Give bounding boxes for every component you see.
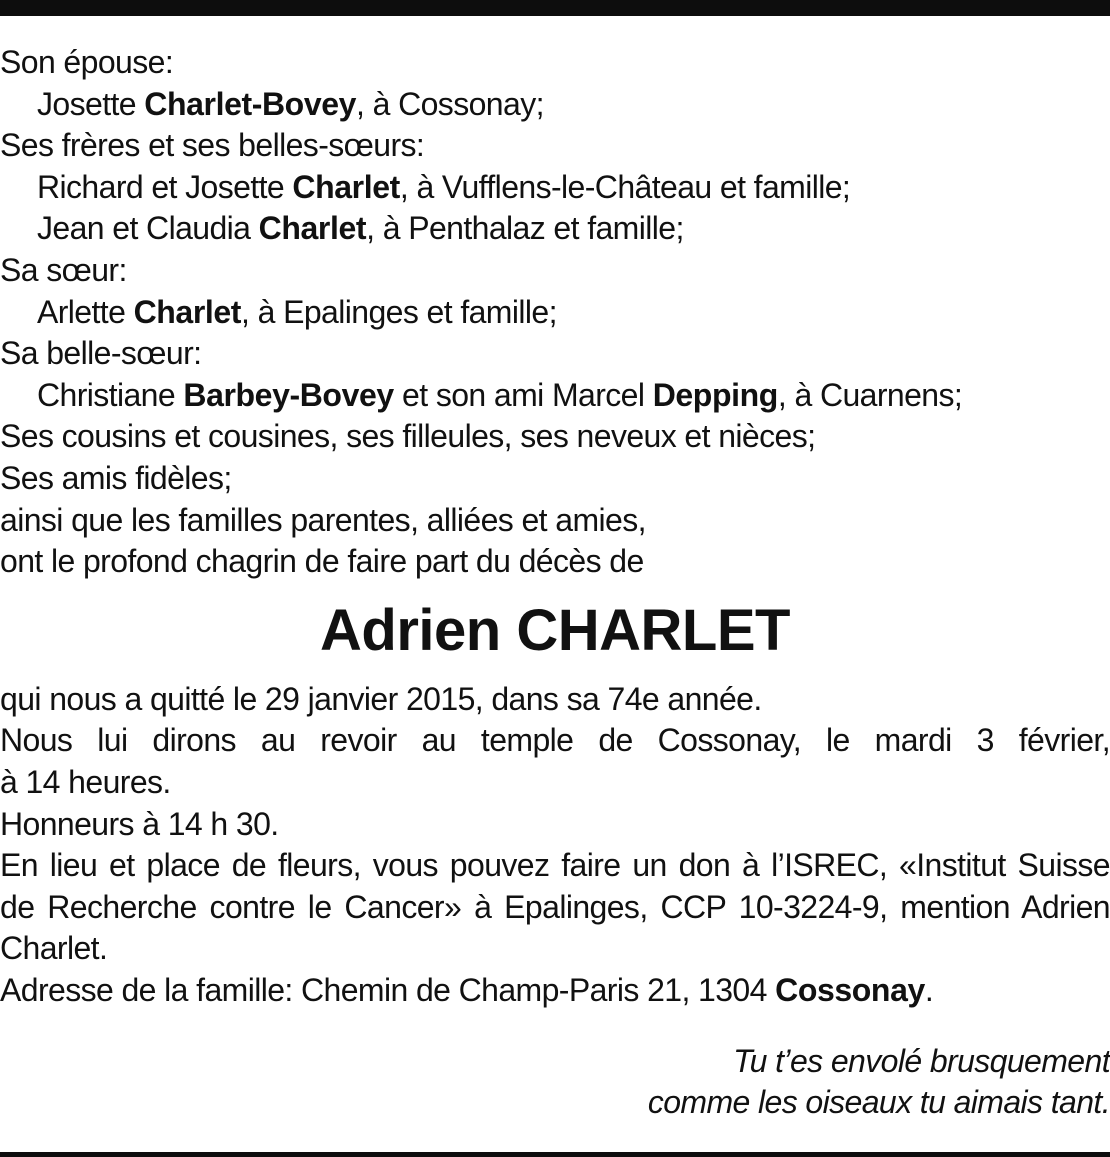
announcement-line: ont le profond chagrin de faire part du décès de — [0, 543, 644, 580]
sisterinlaw-first-name: Christiane — [37, 376, 184, 413]
sisterinlaw-location: , à Cuarnens; — [777, 376, 963, 413]
sister-heading: Sa sœur: — [0, 251, 127, 288]
spouse-first-name: Josette — [37, 85, 145, 122]
companion-surname: Depping — [652, 376, 778, 413]
passing-date-line: qui nous a quitté le 29 janvier 2015, dans sa 74e année. — [0, 680, 762, 717]
sister-surname: Charlet — [133, 293, 242, 330]
families-line: ainsi que les familles parentes, alliées et amies, — [0, 501, 646, 538]
brothers-heading: Ses frères et ses belles-sœurs: — [0, 127, 425, 164]
ceremony-time-line: à 14 heures. — [0, 763, 171, 800]
sisterinlaw-heading: Sa belle-sœur: — [0, 335, 202, 372]
brother-location: , à Vufflens-le-Château et famille; — [399, 168, 851, 205]
donation-line: Charlet. — [0, 930, 108, 967]
quote-line: comme les oiseaux tu aimais tant. — [647, 1084, 1110, 1121]
family-address-line — [0, 970, 1110, 1012]
sister-entry — [0, 292, 1110, 334]
spouse-location: , à Cossonay; — [356, 85, 544, 122]
top-rule — [0, 0, 1110, 16]
brother-first-names: Richard et Josette — [37, 168, 293, 205]
friends-line: Ses amis fidèles; — [0, 459, 232, 496]
spouse-surname: Charlet-Bovey — [144, 85, 357, 122]
brother-surname: Charlet — [292, 168, 400, 205]
brother-location: , à Penthalaz et famille; — [366, 210, 684, 247]
quote-line: Tu t’es envolé brusquement — [733, 1043, 1110, 1080]
ceremony-line: Nous lui dirons au revoir au temple de Cossonay, le mardi 3 février, — [0, 722, 1110, 759]
donation-line: En lieu et place de fleurs, vous pouvez faire un don à l’ISREC, «Institut Suisse — [0, 847, 1110, 884]
spouse-entry — [0, 84, 1110, 126]
sisterinlaw-entry — [0, 375, 1110, 417]
honors-line: Honneurs à 14 h 30. — [0, 805, 279, 842]
spouse-heading: Son épouse: — [0, 44, 174, 80]
brother-entry — [0, 167, 1110, 209]
sister-first-name: Arlette — [37, 293, 134, 330]
brother-first-names: Jean et Claudia — [37, 210, 259, 247]
obituary-notice — [0, 42, 1110, 1123]
address-end: . — [924, 971, 934, 1008]
deceased-name: Adrien CHARLET — [320, 597, 790, 663]
address-city: Cossonay — [775, 971, 925, 1008]
sisterinlaw-companion: et son ami Marcel — [393, 376, 653, 413]
address-street: Adresse de la famille: Chemin de Champ-Paris 21, 1304 — [0, 971, 776, 1008]
sister-location: , à Epalinges et famille; — [241, 293, 557, 330]
cousins-line: Ses cousins et cousines, ses filleules, ses neveux et nièces; — [0, 418, 816, 455]
brother-surname: Charlet — [258, 210, 367, 247]
brother-entry — [0, 208, 1110, 250]
sisterinlaw-surname: Barbey-Bovey — [183, 376, 394, 413]
closing-quote — [0, 1041, 1110, 1123]
donation-line: de Recherche contre le Cancer» à Epalinges, CCP 10-3224-9, mention Adrien — [0, 888, 1110, 925]
bottom-rule — [0, 1152, 1110, 1157]
